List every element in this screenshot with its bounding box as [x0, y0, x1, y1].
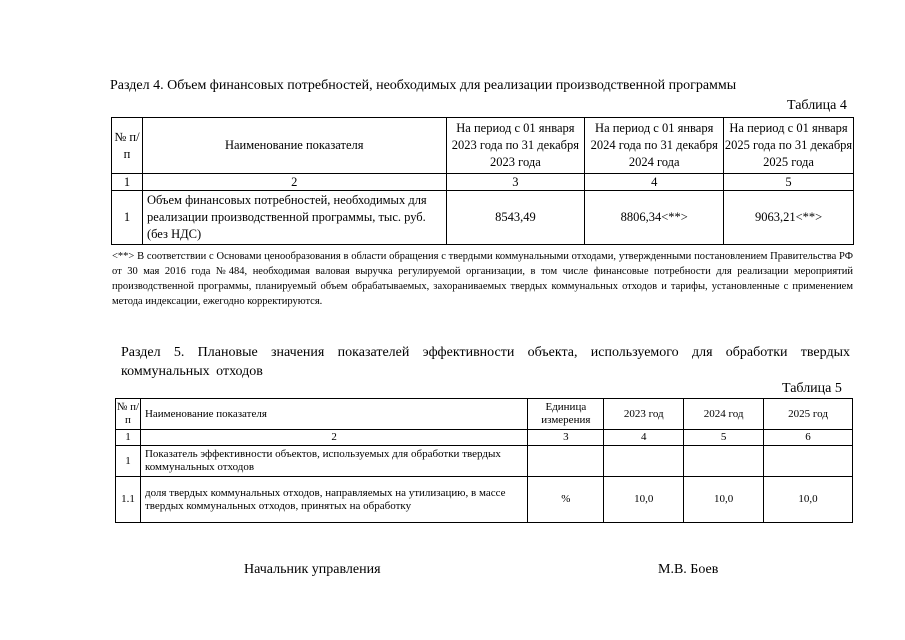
table-4-caption: Таблица 4 — [787, 98, 847, 113]
table-4-header-indicator: Наименование показателя — [142, 118, 446, 174]
table-4-header-row — [112, 118, 854, 174]
table-4-index-cell: 1 — [112, 174, 143, 191]
table-5-index-cell: 2 — [140, 430, 527, 446]
table-4-cell-2024: 8806,34<**> — [585, 191, 724, 245]
table-4-index-row — [112, 174, 854, 191]
table-5-cell-2023: 10,0 — [604, 477, 684, 523]
section-5-heading: Раздел 5. Плановые значения показателей эффективности объекта, используемого для обработки твердых коммунальных отходов — [121, 345, 850, 379]
table-5-cell-unit: % — [528, 477, 604, 523]
table-5-cell-2023 — [604, 446, 684, 477]
table-5-index-cell: 5 — [684, 430, 764, 446]
table-5-header-unit: Единица измерения — [528, 399, 604, 430]
table-4-cell-2023: 8543,49 — [446, 191, 585, 245]
table-5-cell-2025: 10,0 — [764, 477, 853, 523]
table-4-cell-2025: 9063,21<**> — [724, 191, 854, 245]
table-5-caption: Таблица 5 — [782, 381, 842, 396]
table-5-cell-2024: 10,0 — [684, 477, 764, 523]
table-4-header-number: № п/п — [112, 118, 143, 174]
table-row — [116, 446, 853, 477]
table-5-cell-2025 — [764, 446, 853, 477]
table-4-index-cell: 4 — [585, 174, 724, 191]
signature-position: Начальник управления — [244, 562, 381, 577]
table-4-header-2025: На период с 01 января 2025 года по 31 декабря 2025 года — [724, 118, 854, 174]
table-5-index-cell: 1 — [116, 430, 141, 446]
table-5-header-2023: 2023 год — [604, 399, 684, 430]
table-5-cell-number: 1.1 — [116, 477, 141, 523]
table-5 — [115, 398, 853, 523]
table-row — [112, 191, 854, 245]
table-4-index-cell: 5 — [724, 174, 854, 191]
table-4 — [111, 117, 854, 245]
table-5-index-cell: 6 — [764, 430, 853, 446]
table-5-cell-2024 — [684, 446, 764, 477]
table-5-cell-indicator: Показатель эффективности объектов, используемых для обработки твердых коммунальных отходов — [140, 446, 527, 477]
signature-name: М.В. Боев — [658, 562, 719, 577]
table-5-header-2024: 2024 год — [684, 399, 764, 430]
table-5-index-row — [116, 430, 853, 446]
table-4-cell-number: 1 — [112, 191, 143, 245]
table-5-header-indicator: Наименование показателя — [140, 399, 527, 430]
table-row — [116, 477, 853, 523]
table-5-cell-unit — [528, 446, 604, 477]
table-4-footnote: <**> В соответствии с Основами ценообразования в области обращения с твердыми коммунальными отходами, утвержденными постановлением Правительства РФ от 30 мая 2016 года №484, необходимая валовая выручка регулируемой организации, в том числе финансовые потребности для реализации мероприятий производственной программы, планируемый объем обрабатываемых, захораниваемых твердых коммунальных отходов и тарифы, установленные с применением метода индексации, ежегодно корректируются. — [112, 251, 853, 307]
table-5-index-cell: 3 — [528, 430, 604, 446]
table-5-header-row — [116, 399, 853, 430]
table-5-cell-indicator: доля твердых коммунальных отходов, направляемых на утилизацию, в массе твердых коммунальных отходов, принятых на обработку — [140, 477, 527, 523]
table-4-index-cell: 2 — [142, 174, 446, 191]
table-5-header-2025: 2025 год — [764, 399, 853, 430]
table-5-index-cell: 4 — [604, 430, 684, 446]
table-4-cell-indicator: Объем финансовых потребностей, необходимых для реализации производственной программы, тыс. руб. (без НДС) — [142, 191, 446, 245]
section-4-heading: Раздел 4. Объем финансовых потребностей, необходимых для реализации производственной программы — [110, 78, 737, 93]
table-5-header-number: № п/п — [116, 399, 141, 430]
table-4-index-cell: 3 — [446, 174, 585, 191]
table-4-header-2023: На период с 01 января 2023 года по 31 декабря 2023 года — [446, 118, 585, 174]
table-4-header-2024: На период с 01 января 2024 года по 31 декабря 2024 года — [585, 118, 724, 174]
table-5-cell-number: 1 — [116, 446, 141, 477]
